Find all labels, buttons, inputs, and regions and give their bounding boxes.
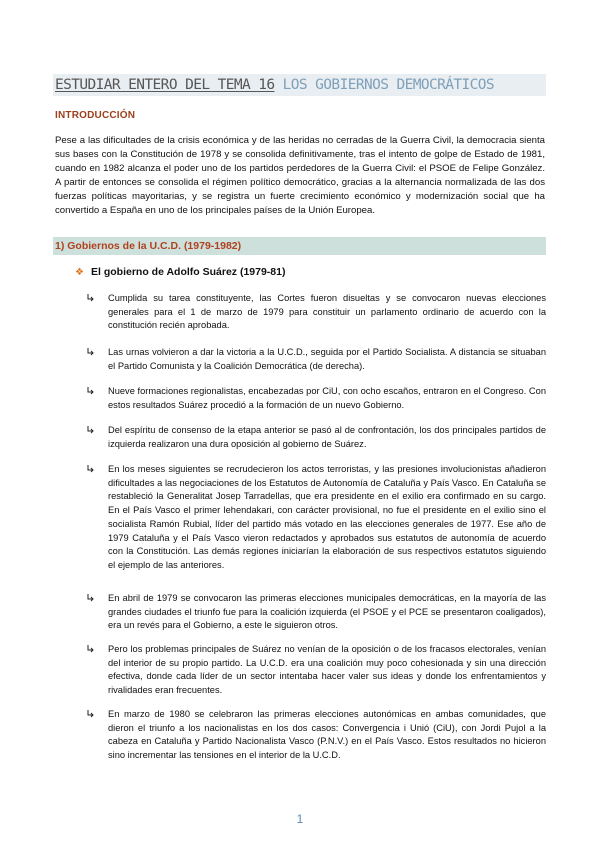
diamond-bullet-icon: ❖ <box>75 267 84 278</box>
title-light: LOS GOBIERNOS DEMOCRÁTICOS <box>282 77 495 93</box>
list-item-text: En abril de 1979 se convocaron las primeras elecciones municipales democráticas, en la mayoría de las grandes ciudades el triunfo fue para la coalición izquierda (el PSOE y el PCE se presentaron coaligados), era un revés para el Gobierno, a este le siguieron otros. <box>108 593 546 631</box>
arrow-bullet-icon <box>86 464 96 474</box>
arrow-bullet-icon <box>86 593 96 603</box>
arrow-bullet-icon <box>86 425 96 435</box>
page-number: 1 <box>296 812 304 826</box>
list-item-text: Cumplida su tarea constituyente, las Cortes fueron disueltas y se convocaron nuevas elecciones generales para el 1 de marzo de 1979 para constituir un parlamento ordinario de acuerdo con la constitución recién aprobada. <box>108 293 546 331</box>
list-item <box>86 385 546 412</box>
arrow-bullet-icon <box>86 347 96 357</box>
arrow-bullet-icon <box>86 293 96 303</box>
list-item-text: Pero los problemas principales de Suárez no venían de la oposición o de los fracasos electorales, venían del interior de su propio partido. La U.C.D. era una coalición muy poco cohesionada y sin una dirección efectiva, donde cada líder de un sector intentaba hacer valer sus ideas y donde los enfrentamientos y rivalidades eran frecuentes. <box>108 644 546 696</box>
list-item <box>86 424 546 451</box>
list-item-text: Nueve formaciones regionalistas, encabezadas por CiU, con ocho escaños, entraron en el Congreso. Con estos resultados Suárez procedió a la formación de un nuevo Gobierno. <box>108 386 546 410</box>
intro-paragraph: Pese a las dificultades de la crisis económica y de las heridas no cerradas de la Guerra Civil, la democracia sienta sus bases con la Constitución de 1978 y se consolida definitivamente, tras el intento de golpe de Estado de 1981, cuando en 1982 alcanza el poder uno de los partidos perdedores de la Guerra Civil: el PSOE de Felipe González. A partir de entonces se consolida el régimen político democrático, gracias a la alternancia normalizada de las dos fuerzas políticas mayoritarias, y se registra un fuerte crecimiento económico y modernización social que ha convertido a España en uno de los principales países de la Unión Europea. <box>55 135 545 216</box>
arrow-bullet-icon <box>86 386 96 396</box>
arrow-bullet-icon <box>86 644 96 654</box>
list-item <box>86 463 546 573</box>
list-item <box>86 708 546 763</box>
list-item <box>86 346 546 373</box>
list-item-text: Del espíritu de consenso de la etapa anterior se pasó al de confrontación, los dos principales partidos de izquierda realizaron una dura oposición al gobierno de Suárez. <box>108 425 546 449</box>
list-item <box>86 292 546 333</box>
subheading-text: El gobierno de Adolfo Suárez (1979-81) <box>91 266 286 278</box>
list-item-text: En los meses siguientes se recrudecieron los actos terroristas, y las presiones involucionistas añadieron dificultades a las negociaciones de los Estatutos de Autonomía de Cataluña y País Vasco. En Cataluña se restableció la Generalitat Josep Tarradellas, que era presidente en el exilio era confirmado en su cargo. En el País Vasco el primer lehendakari, con carácter provisional, no fue el presidente en el exilio sino el socialista Ramón Rubial, líder del partido más votado en las elecciones generales de 1977. Ese año de 1979 Cataluña y el País Vasco vieron redactados y aprobados sus estatutos de autonomía de acuerdo con la Constitución. Las demás regiones iniciarían la elaboración de sus respectivos estatutos siguiendo el ejemplo de las anteriores. <box>108 464 546 570</box>
arrow-bullet-icon <box>86 709 96 719</box>
list-item <box>86 643 546 698</box>
page-title <box>55 76 494 94</box>
title-strong: ESTUDIAR ENTERO DEL TEMA 16 <box>55 77 275 93</box>
intro-heading: INTRODUCCIÓN <box>55 110 136 121</box>
list-item <box>86 592 546 633</box>
list-item-text: En marzo de 1980 se celebraron las primeras elecciones autonómicas en ambas comunidades, que dieron el triunfo a los nacionalistas en los dos casos: Convergencia i Unió (CiU), con Jordi Pujol a la cabeza en Cataluña y Partido Nacionalista Vasco (P.N.V.) en el País Vasco. Estos resultados no hicieron sino incrementar las tensiones en el interior de la U.C.D. <box>108 709 546 761</box>
section-title: 1) Gobiernos de la U.C.D. (1979-1982) <box>55 240 242 252</box>
subheading <box>75 266 285 278</box>
list-item-text: Las urnas volvieron a dar la victoria a la U.C.D., seguida por el Partido Socialista. A distancia se situaban el Partido Comunista y la Coalición Democrática (de derecha). <box>108 347 546 371</box>
